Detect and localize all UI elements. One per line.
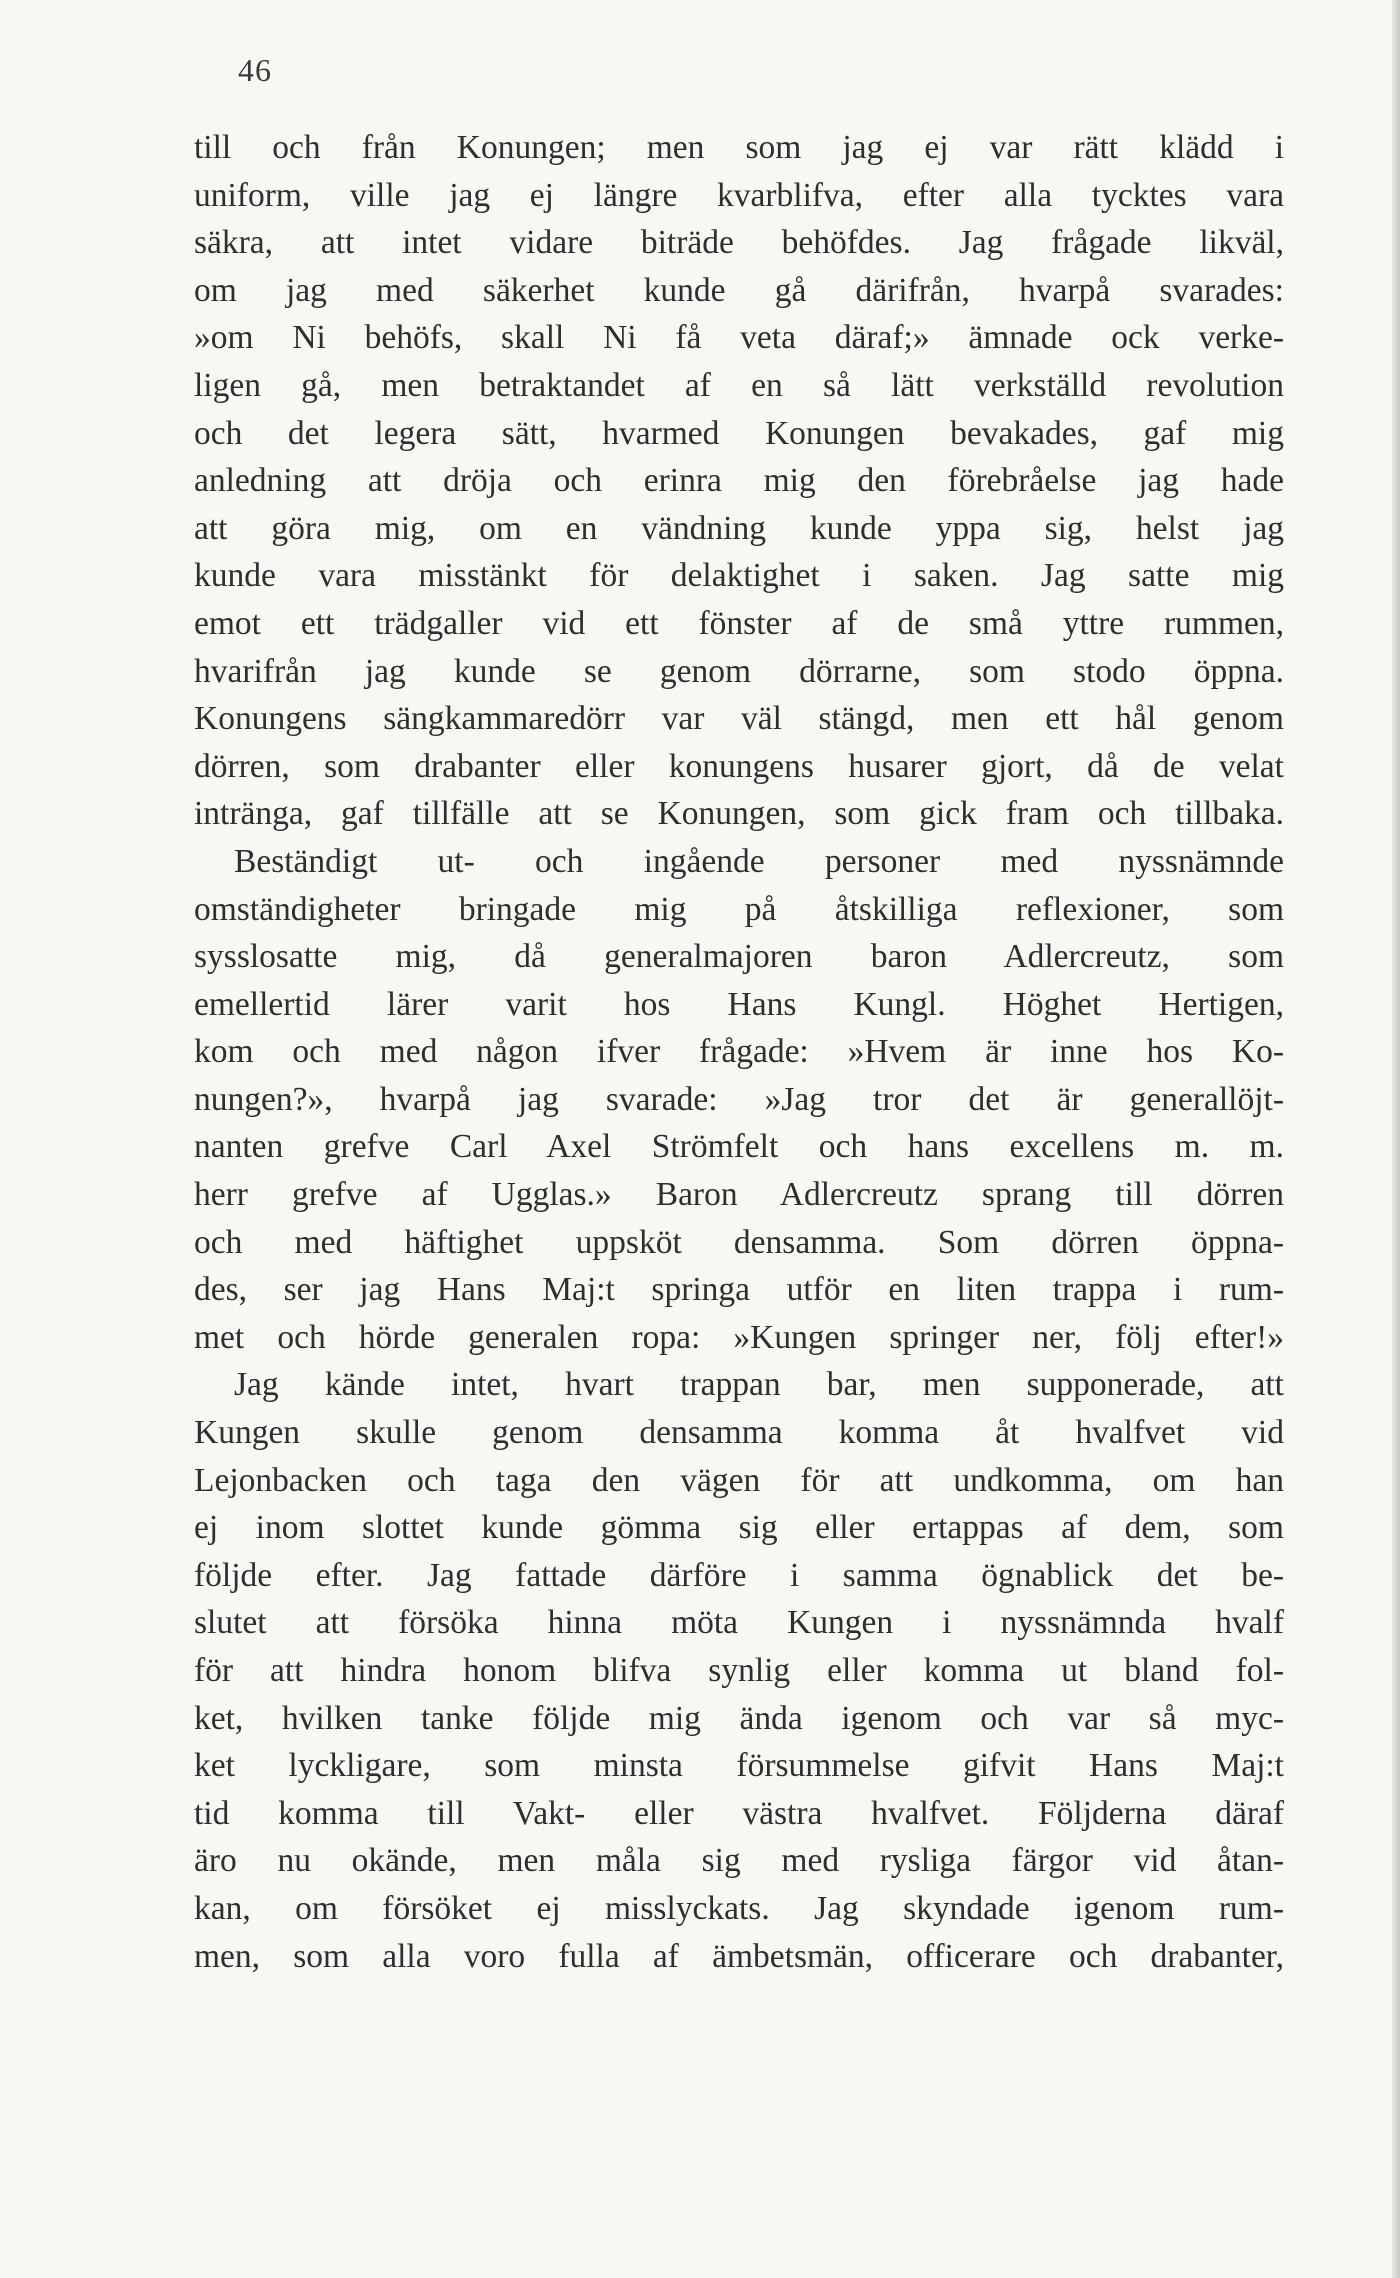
text-line: met och hörde generalen ropa: »Kungen springer ner, följ efter!»	[194, 1318, 1284, 1356]
text-line: dörren, som drabanter eller konungens husarer gjort, då de velat	[194, 747, 1284, 785]
text-line: säkra, att intet vidare biträde behöfdes. Jag frågade likväl,	[194, 224, 1284, 262]
text-line: anledning att dröja och erinra mig den förebråelse jag hade	[194, 462, 1284, 500]
text-line: Beständigt ut- och ingående personer med nyssnämnde	[234, 842, 1284, 880]
text-line: och det legera sätt, hvarmed Konungen bevakades, gaf mig	[194, 414, 1284, 452]
page-edge-shadow	[1392, 0, 1400, 2278]
text-line: äro nu okände, men måla sig med rysliga färgor vid åtan-	[194, 1842, 1284, 1880]
text-line: för att hindra honom blifva synlig eller komma ut bland fol-	[194, 1652, 1284, 1689]
text-line: Kungen skulle genom densamma komma åt hvalfvet vid	[194, 1414, 1284, 1452]
page-number: 46	[238, 52, 272, 88]
text-line: intränga, gaf tillfälle att se Konungen, som gick fram och tillbaka.	[194, 795, 1284, 833]
text-line: Jag kände intet, hvart trappan bar, men supponerade, att	[234, 1366, 1284, 1404]
text-line: kunde vara misstänkt för delaktighet i saken. Jag satte mig	[194, 557, 1284, 595]
text-line: om jag med säkerhet kunde gå därifrån, hvarpå svarades:	[194, 271, 1284, 309]
body-text	[194, 124, 1284, 1980]
text-line: att göra mig, om en vändning kunde yppa sig, helst jag	[194, 509, 1284, 547]
text-line: Konungens sängkammaredörr var väl stängd, men ett hål genom	[194, 700, 1284, 738]
text-line: nanten grefve Carl Axel Strömfelt och hans excellens m. m.	[194, 1128, 1284, 1166]
text-line: Lejonbacken och taga den vägen för att undkomma, om han	[194, 1461, 1284, 1499]
text-line: till och från Konungen; men som jag ej var rätt klädd i	[194, 129, 1284, 166]
text-line: och med häftighet uppsköt densamma. Som dörren öppna-	[194, 1223, 1284, 1261]
text-line: men, som alla voro fulla af ämbetsmän, officerare och drabanter,	[194, 1937, 1284, 1975]
text-line: herr grefve af Ugglas.» Baron Adlercreutz sprang till dörren	[194, 1176, 1284, 1214]
text-line: uniform, ville jag ej längre kvarblifva, efter alla tycktes vara	[194, 176, 1284, 214]
text-line: ket lyckligare, som minsta försummelse gifvit Hans Maj:t	[194, 1747, 1284, 1785]
text-line: kom och med någon ifver frågade: »Hvem är inne hos Ko-	[194, 1033, 1284, 1071]
text-line: kan, om försöket ej misslyckats. Jag skyndade igenom rum-	[194, 1889, 1284, 1927]
text-line: emellertid lärer varit hos Hans Kungl. Höghet Hertigen,	[194, 985, 1284, 1023]
text-line: »om Ni behöfs, skall Ni få veta däraf;» ämnade ock verke-	[194, 319, 1284, 357]
text-line: emot ett trädgaller vid ett fönster af de små yttre rummen,	[194, 604, 1284, 642]
text-line: sysslosatte mig, då generalmajoren baron Adlercreutz, som	[194, 938, 1284, 976]
text-line: nungen?», hvarpå jag svarade: »Jag tror det är generallöjt-	[194, 1080, 1284, 1118]
text-line: ej inom slottet kunde gömma sig eller ertappas af dem, som	[194, 1509, 1284, 1547]
text-line: des, ser jag Hans Maj:t springa utför en liten trappa i rum-	[194, 1271, 1284, 1309]
text-line: tid komma till Vakt- eller västra hvalfvet. Följderna däraf	[194, 1794, 1284, 1832]
text-line: ket, hvilken tanke följde mig ända igenom och var så myc-	[194, 1699, 1284, 1737]
text-line: slutet att försöka hinna möta Kungen i nyssnämnda hvalf	[194, 1604, 1284, 1642]
text-line: omständigheter bringade mig på åtskilliga reflexioner, som	[194, 890, 1284, 928]
text-line: hvarifrån jag kunde se genom dörrarne, som stodo öppna.	[194, 652, 1284, 690]
text-line: ligen gå, men betraktandet af en så lätt verkställd revolution	[194, 366, 1284, 404]
text-line: följde efter. Jag fattade därföre i samma ögnablick det be-	[194, 1556, 1284, 1594]
